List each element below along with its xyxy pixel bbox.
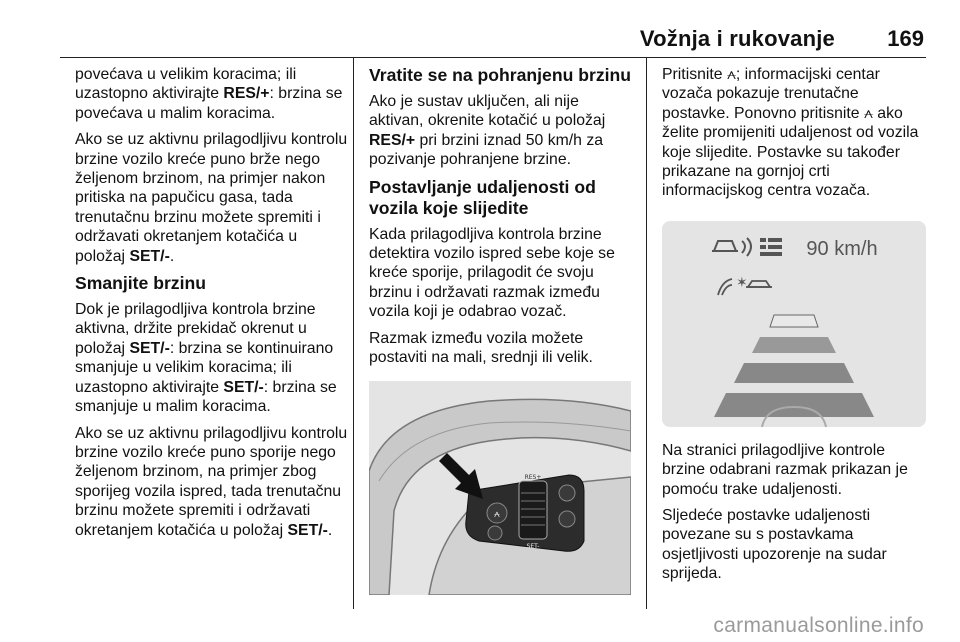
paragraph: Kada prilagodljiva kontrola brzine detektira vozilo ispred sebe koje se kreće sporije, prilagodit će svoju brzinu i održavati razmak između vozila koji je odabrao vozač. — [369, 225, 615, 321]
watermark: carmanualsonline.info — [713, 614, 924, 637]
column-2 — [369, 65, 635, 595]
distance-setting-icon: ⩜ — [863, 104, 873, 122]
svg-text:✶: ✶ — [736, 274, 748, 291]
paragraph: Ako se uz aktivnu prilagodljivu kontrolu brzine vozilo kreće puno brže nego željenom brzinom, na primjer nakon pritiska na papučicu gasa, tada trenutačnu brzinu možete spremiti i održavati okretanjem kotačića u položaj SET/-. — [75, 131, 348, 265]
paragraph: Sljedeće postavke udaljenosti povezane su s postavkama osjetljivosti upozorenje na sudar sprijeda. — [662, 507, 887, 583]
column-3 — [662, 65, 930, 591]
heading-return-speed: Vratite se na pohranjenu brzinu — [369, 65, 631, 85]
column-divider — [353, 57, 354, 609]
paragraph: Razmak između vozila možete postaviti na mali, srednji ili velik. — [369, 329, 593, 367]
column-divider — [646, 57, 647, 609]
distance-bars-icon — [760, 238, 782, 256]
distance-bar — [734, 363, 854, 383]
driver-info-display-illustration — [662, 221, 926, 427]
paragraph: Ako se uz aktivnu prilagodljivu kontrolu brzine vozilo kreće puno sporije nego željenom brzinom, na primjer zbog sporijeg vozila ispred, tada trenutačnu brzinu možete spremiti i održavati okretanjem kotačića u položaj SET/-. — [75, 424, 348, 539]
distance-bar — [714, 393, 874, 417]
paragraph: Ako je sustav uključen, ali nije aktivan, okrenite kotačić u položaj RES/+ pri brzini iznad 50 km/h za pozivanje pohranjene brzine. — [369, 93, 606, 169]
column-1 — [75, 65, 351, 547]
svg-text:⩜: ⩜ — [494, 509, 500, 521]
paragraph: Dok je prilagodljiva kontrola brzine aktivna, držite prekidač okrenut u položaj SET/-: brzina se kontinuirano smanjuje u velikim koracima; ili uzastopno aktivirajte SET/-: brzina se smanjuje u malim koracima. — [75, 301, 337, 416]
heading-reduce-speed: Smanjite brzinu — [75, 273, 206, 294]
res-label: RES+ — [524, 474, 542, 482]
heading-set-distance: Postavljanje udaljenosti od vozila koje slijedite — [369, 176, 596, 218]
distance-bar — [752, 337, 836, 353]
section-title: Vožnja i rukovanje — [639, 26, 835, 51]
steering-wheel-illustration — [369, 381, 631, 595]
distance-bar-far — [770, 315, 818, 327]
paragraph: povećava u velikim koracima; ili uzastopno aktivirajte RES/+: brzina se povećava u malim koracima. — [75, 66, 343, 122]
paragraph: Na stranici prilagodljive kontrole brzine odabrani razmak prikazan je pomoću trake udaljenosti. — [662, 441, 908, 498]
paragraph: Pritisnite ⩜; informacijski centar vozača pokazuje trenutačne postavke. Ponovno pritisnite ⩜ ako želite promijeniti udaljenost od vozila koje slijedite. Postavke su također prikazane na gornjoj crti informacijskog centra vozača. — [662, 66, 919, 200]
page-number: 169 — [887, 26, 924, 51]
display-speed: 90 km/h — [806, 237, 878, 260]
set-label: SET- — [526, 543, 540, 551]
header-rule — [60, 57, 926, 58]
distance-setting-icon: ⩜ — [726, 66, 736, 83]
